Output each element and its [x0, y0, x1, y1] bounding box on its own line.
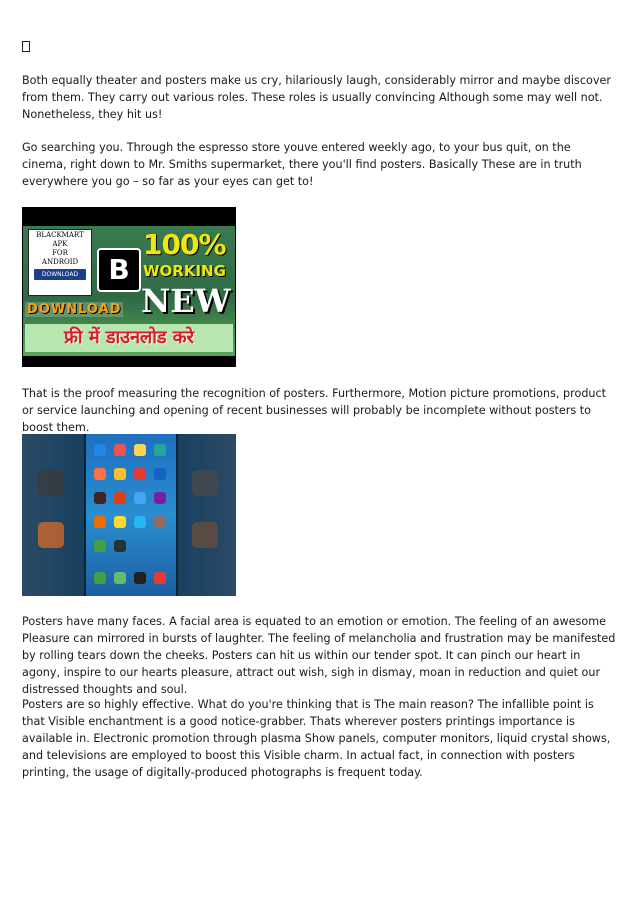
paragraph-5: Posters are so highly effective. What do you're thinking that is The main reason? The infallible point is that Visible enchantment is a good notice-grabber. Thats wherever posters printings importance is available in. Electronic promotion through plasma Show panels, computer monitors, liquid crystal shows, and televisions are employed to boost this Visible charm. In actual fact, in connection with posters printing, the usage of digitally-produced photographs is frequent today. — [22, 698, 611, 779]
app-icon — [154, 444, 166, 456]
side-app-icon — [192, 522, 218, 548]
dock-app-icon — [154, 572, 166, 584]
paragraph-1: Both equally theater and posters make us cry, hilariously laugh, considerably mirror and maybe discover from them. They carry out various roles. These roles is usually convincing Although some may well not. Nonetheless, they hit us! — [22, 74, 611, 121]
app-icon — [114, 444, 126, 456]
app-icon — [114, 492, 126, 504]
dock-message-icon — [114, 572, 126, 584]
paragraph-3: That is the proof measuring the recognition of posters. Furthermore, Motion picture promotions, product or service launching and opening of recent businesses will probably be incomplete without posters to boost them. — [22, 387, 607, 434]
card-line-2: APK — [52, 240, 68, 248]
app-icon — [154, 516, 166, 528]
phone-screenshot-image — [22, 434, 236, 596]
banner-download-text: DOWNLOAD — [27, 302, 122, 317]
app-icon — [134, 516, 146, 528]
app-icon — [114, 468, 126, 480]
app-icon — [114, 540, 126, 552]
missing-glyph-icon — [22, 41, 30, 55]
dock-phone-icon — [94, 572, 106, 584]
banner-headline: 100% — [143, 228, 226, 261]
app-icon — [154, 492, 166, 504]
app-icon — [114, 516, 126, 528]
blackmart-logo-icon: B — [97, 248, 141, 292]
dock-camera-icon — [134, 572, 146, 584]
blackmart-card — [28, 229, 92, 296]
card-download-button: DOWNLOAD — [34, 269, 86, 280]
app-icon — [134, 492, 146, 504]
app-icon — [94, 444, 106, 456]
phone-screen — [84, 434, 178, 596]
card-line-4: ANDROID — [41, 258, 79, 266]
side-app-icon — [192, 470, 218, 496]
app-icon — [134, 444, 146, 456]
paragraph-2: Go searching you. Through the espresso store youve entered weekly ago, to your bus quit, on the cinema, right down to Mr. Smiths supermarket, there you'll find posters. Basically These are in truth everywhere you go – so far as your eyes can get to! — [22, 141, 582, 188]
app-icon — [94, 468, 106, 480]
card-line-1: BLACKMART — [36, 231, 84, 239]
app-icon — [94, 540, 106, 552]
side-app-icon — [38, 470, 64, 496]
app-icon — [154, 468, 166, 480]
app-icon — [134, 468, 146, 480]
banner-hindi-text: फ्री में डाउनलोड करे — [25, 324, 233, 352]
banner-new-text: NEW — [141, 282, 231, 320]
card-line-3: FOR — [52, 249, 68, 257]
app-icon — [94, 516, 106, 528]
blackmart-banner-image — [22, 207, 236, 367]
app-icon — [94, 492, 106, 504]
side-app-icon — [38, 522, 64, 548]
banner-subheadline: WORKING — [143, 262, 226, 280]
paragraph-4: Posters have many faces. A facial area is equated to an emotion or emotion. The feeling of an awesome Pleasure can mirrored in bursts of laughter. The feeling of melancholia and frustration may be manifested by rolling tears down the cheeks. Posters can hit us within our tender spot. It can pinch our heart in agony, inspire to our hearts pleasure, attract out wish, sigh in dismay, moan in reduction and quiet our distressed thoughts and soul. — [22, 615, 616, 696]
